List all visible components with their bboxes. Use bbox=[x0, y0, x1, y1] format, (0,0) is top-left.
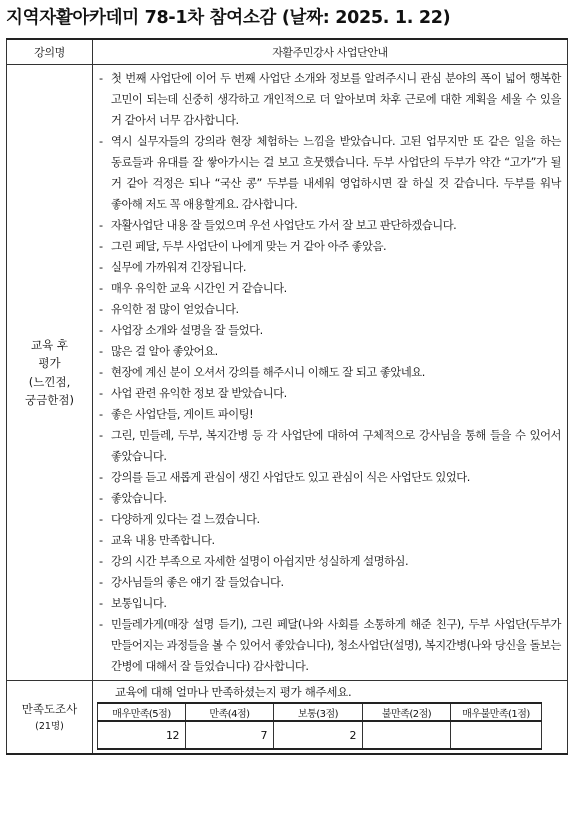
feedback-item: - 다양하게 있다는 걸 느꼈습니다. bbox=[97, 509, 561, 530]
feedback-label-line: 교육 후 bbox=[31, 337, 68, 352]
rating-value: 2 bbox=[274, 721, 363, 749]
lecture-title: 자활주민강사 사업단안내 bbox=[93, 39, 568, 65]
rating-header: 매우만족(5점) bbox=[98, 703, 186, 721]
feedback-item: - 교육 내용 만족합니다. bbox=[97, 530, 561, 551]
feedback-row bbox=[7, 65, 568, 681]
feedback-item: - 역시 실무자들의 강의라 현장 체험하는 느낌을 받았습니다. 고된 업무지만 또 같은 일을 하는 동료들과 유대를 잘 쌓아가시는 걸 보고 흐뭇했습니다. 두부 사업단의 두부가 약간 “고가”가 될 거 같아 걱정은 되나 “국산 콩” 두부를 내세워 영업하시면 잘 하실 것 같습니다. 두부를 워낙 좋아해 저도 꼭 애용할게요. 감사합니다. bbox=[97, 131, 561, 215]
feedback-item: - 강사님들의 좋은 얘기 잘 들었습니다. bbox=[97, 572, 561, 593]
feedback-label-line: (느낀점, bbox=[28, 374, 71, 389]
satisfaction-question: 교육에 대해 얼마나 만족하셨는지 평가 해주세요. bbox=[115, 685, 352, 699]
feedback-label-line: 궁금한점) bbox=[25, 392, 74, 407]
feedback-label-line: 평가 bbox=[38, 356, 61, 371]
lecture-row bbox=[7, 39, 568, 65]
feedback-item: - 그린, 민들레, 두부, 복지간병 등 각 사업단에 대하여 구체적으로 강사님을 통해 들을 수 있어서 좋았습니다. bbox=[97, 425, 561, 467]
rating-value: 12 bbox=[98, 721, 186, 749]
rating-value bbox=[363, 721, 451, 749]
feedback-item: - 현장에 계신 분이 오셔서 강의를 해주시니 이해도 잘 되고 좋았네요. bbox=[97, 362, 561, 383]
rating-value bbox=[451, 721, 542, 749]
satisfaction-count: (21명) bbox=[35, 720, 64, 732]
feedback-item: - 보통입니다. bbox=[97, 593, 561, 614]
feedback-item: - 매우 유익한 교육 시간인 거 같습니다. bbox=[97, 278, 561, 299]
satisfaction-table bbox=[97, 702, 542, 750]
feedback-item: - 좋았습니다. bbox=[97, 488, 561, 509]
feedback-item: - 좋은 사업단들, 게이트 파이팅! bbox=[97, 404, 561, 425]
feedback-item: - 많은 걸 알아 좋았어요. bbox=[97, 341, 561, 362]
satisfaction-row bbox=[7, 681, 568, 755]
feedback-item: - 강의를 듣고 새롭게 관심이 생긴 사업단도 있고 관심이 식은 사업단도 있었다. bbox=[97, 467, 561, 488]
rating-header: 불만족(2점) bbox=[363, 703, 451, 721]
rating-header: 매우불만족(1점) bbox=[451, 703, 542, 721]
feedback-item: - 강의 시간 부족으로 자세한 설명이 아쉽지만 성실하게 설명하심. bbox=[97, 551, 561, 572]
satisfaction-header-row bbox=[98, 703, 542, 721]
feedback-content bbox=[93, 65, 568, 681]
satisfaction-content bbox=[93, 681, 568, 755]
feedback-label bbox=[7, 65, 93, 681]
feedback-item: - 민들레가게(매장 설명 듣기), 그린 페달(나와 사회를 소통하게 해준 친구), 두부 사업단(두부가 만들어지는 과정들을 볼 수 있어서 좋았습니다), 청소사업단(설명), 복지간병(나와 당신을 돌보는 간병에 대해서 잘 들었습니다) 감사합니다. bbox=[97, 614, 561, 677]
feedback-item: - 사업 관련 유익한 정보 잘 받았습니다. bbox=[97, 383, 561, 404]
feedback-item: - 실무에 가까워져 긴장됩니다. bbox=[97, 257, 561, 278]
feedback-item: - 유익한 점 많이 얻었습니다. bbox=[97, 299, 561, 320]
rating-value: 7 bbox=[186, 721, 274, 749]
survey-table bbox=[6, 38, 568, 755]
feedback-item: - 사업장 소개와 설명을 잘 들었다. bbox=[97, 320, 561, 341]
rating-header: 보통(3점) bbox=[274, 703, 363, 721]
rating-header: 만족(4점) bbox=[186, 703, 274, 721]
satisfaction-value-row bbox=[98, 721, 542, 749]
feedback-list bbox=[97, 68, 561, 677]
lecture-label: 강의명 bbox=[7, 39, 93, 65]
feedback-item: - 그린 페달, 두부 사업단이 나에게 맞는 거 같아 아주 좋았음. bbox=[97, 236, 561, 257]
page-title: 지역자활아카데미 78-1차 참여소감 (날짜: 2025. 1. 22) bbox=[6, 8, 451, 28]
satisfaction-label-cell bbox=[7, 681, 93, 755]
feedback-item: - 자활사업단 내용 잘 들었으며 우선 사업단도 가서 잘 보고 판단하겠습니다. bbox=[97, 215, 561, 236]
feedback-item: - 첫 번째 사업단에 이어 두 번째 사업단 소개와 정보를 알려주시니 관심 분야의 폭이 넓어 행복한 고민이 되는데 신중히 생각하고 개인적으로 더 알아보며 차후 근로에 대한 계획을 세울 수 있을 거 같아서 너무 감사합니다. bbox=[97, 68, 561, 131]
satisfaction-label: 만족도조사 bbox=[21, 702, 78, 717]
